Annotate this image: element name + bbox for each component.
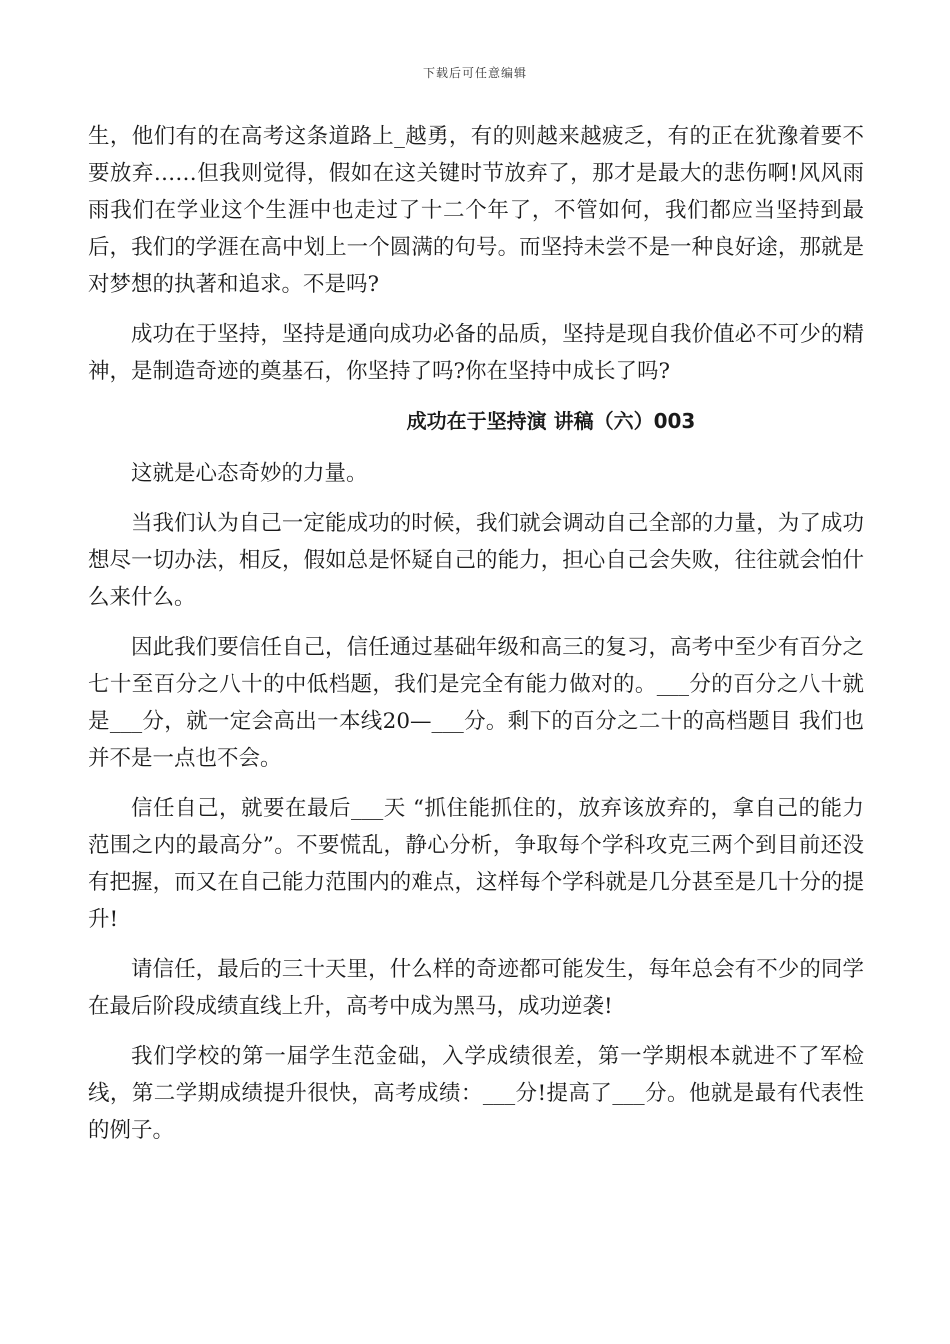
paragraph-continued: 生，他们有的在高考这条道路上_越勇，有的则越来越疲乏，有的正在犹豫着要不要放弃……但我则觉得，假如在这关键时节放弃了，那才是最大的悲伤啊!风风雨雨我们在学业这个生涯中也走过了十二个年了，不管如何，我们都应当坚持到最后，我们的学涯在高中划上一个圆满的句号。而坚持未尝不是一种良好途，那就是对梦想的执著和追求。不是吗? xyxy=(88,124,864,297)
paragraph: 请信任，最后的三十天里，什么样的奇迹都可能发生，每年总会有不少的同学 在最后阶段成绩直线上升，高考中成为黑马，成功逆袭! xyxy=(88,957,864,1019)
document-body xyxy=(88,118,864,1162)
paragraph: 信任自己，就要在最后___天 “抓住能抓住的，放弃该放弃的，拿自己的能力范围之内的最高分”。不要慌乱，静心分析，争取每个学科攻克三两个到目前还没有把握，而又在自己能力范围内的难点，这样每个学科就是几分甚至是几十分的提升! xyxy=(88,796,864,932)
paragraph: 我们学校的第一届学生范金础，入学成绩很差，第一学期根本就进不了军检线，第二学期成绩提升很快，高考成绩：___分!提高了___分。他就是最有代表性的例子。 xyxy=(88,1044,864,1143)
paragraph: 成功在于坚持，坚持是通向成功必备的品质，坚持是现自我价值必不可少的精神，是制造奇迹的奠基石，你坚持了吗?你在坚持中成长了吗? xyxy=(88,322,864,384)
paragraph: 这就是心态奇妙的力量。 xyxy=(131,461,368,486)
page-header: 下载后可任意编辑 xyxy=(422,66,527,80)
paragraph: 当我们认为自己一定能成功的时候，我们就会调动自己全部的力量，为了成功想尽一切办法，相反，假如总是怀疑自己的能力，担心自己会失败，往往就会怕什么来什么。 xyxy=(88,511,864,610)
paragraph: 因此我们要信任自己，信任通过基础年级和高三的复习，高考中至少有百分之七十至百分之八十的中低档题，我们是完全有能力做对的。___分的百分之八十就是___分，就一定会高出一本线20—___分。剩下的百分之二十的高档题目 我们也并不是一点也不会。 xyxy=(88,635,864,771)
section-heading: 成功在于坚持演 讲稿（六）003 xyxy=(406,409,696,433)
